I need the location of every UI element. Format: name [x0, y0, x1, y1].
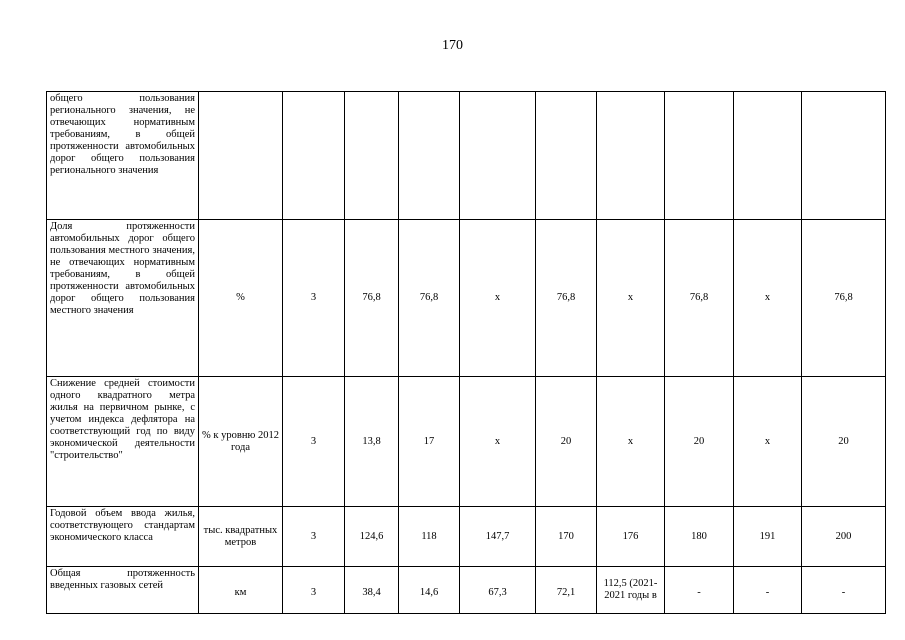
value-cell: x	[460, 220, 536, 377]
unit-cell: % к уровню 2012 года	[199, 377, 283, 507]
value-cell: 20	[536, 377, 597, 507]
value-cell: 200	[802, 507, 886, 567]
value-cell: -	[802, 567, 886, 614]
value-cell: 17	[399, 377, 460, 507]
unit-cell	[199, 92, 283, 220]
value-cell	[734, 92, 802, 220]
value-cell: x	[597, 220, 665, 377]
indicator-name: Доля протяженности автомобильных дорог общего пользования местного значения, не отвечающих нормативным требованиям, в общей протяженности автомобильных дорог общего пользования местного значения	[47, 220, 199, 377]
value-cell: 180	[665, 507, 734, 567]
weight-cell: 3	[283, 567, 345, 614]
value-cell	[460, 92, 536, 220]
table-row	[47, 507, 886, 567]
value-cell	[597, 567, 665, 614]
value-cell: 14,6	[399, 567, 460, 614]
value-cell: 147,7	[460, 507, 536, 567]
value-cell	[665, 92, 734, 220]
value-cell: 76,8	[665, 220, 734, 377]
value-cell: x	[597, 377, 665, 507]
unit-cell: %	[199, 220, 283, 377]
value-cell: -	[734, 567, 802, 614]
value-cell: 124,6	[345, 507, 399, 567]
value-cell	[399, 92, 460, 220]
value-cell: 170	[536, 507, 597, 567]
value-cell: 76,8	[345, 220, 399, 377]
value-cell: x	[460, 377, 536, 507]
table-row	[47, 220, 886, 377]
unit-cell: тыс. квадратных метров	[199, 507, 283, 567]
value-cell: 20	[665, 377, 734, 507]
value-cell: 191	[734, 507, 802, 567]
page-number: 170	[442, 38, 463, 53]
indicators-table	[46, 91, 886, 614]
table-row	[47, 567, 886, 614]
indicator-name: Годовой объем ввода жилья, соответствующего стандартам экономического класса	[47, 507, 199, 567]
value-cell: x	[734, 220, 802, 377]
value-cell: 67,3	[460, 567, 536, 614]
value-cell	[802, 92, 886, 220]
indicator-name	[47, 567, 199, 614]
value-cell: x	[734, 377, 802, 507]
unit-cell: км	[199, 567, 283, 614]
weight-cell	[283, 92, 345, 220]
value-cell	[597, 92, 665, 220]
value-cell: 13,8	[345, 377, 399, 507]
value-text: 112,5 (2021-2021 годы в	[603, 578, 658, 601]
weight-cell: 3	[283, 377, 345, 507]
table-row	[47, 92, 886, 220]
weight-cell: 3	[283, 220, 345, 377]
value-cell: 72,1	[536, 567, 597, 614]
indicator-name: общего пользования регионального значения, не отвечающих нормативным требованиям, в общей протяженности автомобильных дорог общего пользования регионального значения	[47, 92, 199, 220]
value-cell: 76,8	[399, 220, 460, 377]
value-cell: 38,4	[345, 567, 399, 614]
table-row	[47, 377, 886, 507]
value-cell: 76,8	[802, 220, 886, 377]
weight-cell: 3	[283, 507, 345, 567]
value-cell	[345, 92, 399, 220]
value-cell: -	[665, 567, 734, 614]
value-cell: 76,8	[536, 220, 597, 377]
value-cell	[536, 92, 597, 220]
value-cell: 20	[802, 377, 886, 507]
indicator-name: Снижение средней стоимости одного квадратного метра жилья на первичном рынке, с учетом индекса дефлятора на соответствующий год по виду экономической деятельности "строительство"	[47, 377, 199, 507]
indicator-name-text: Общая протяженность введенных газовых сетей	[50, 568, 195, 591]
value-cell: 176	[597, 507, 665, 567]
value-cell: 118	[399, 507, 460, 567]
